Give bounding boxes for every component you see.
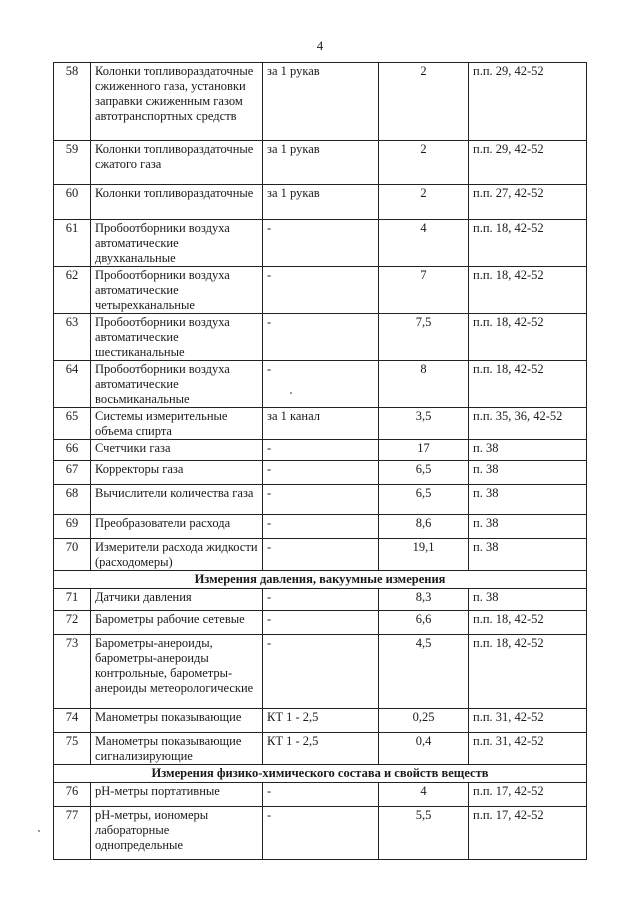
section-header-row xyxy=(54,571,587,589)
table-row xyxy=(54,141,587,185)
row-number: 60 xyxy=(54,185,91,220)
tariff-table xyxy=(53,62,587,860)
instrument-name: Пробоотборники воздуха автоматические шестиканальные xyxy=(91,314,263,361)
row-number: 59 xyxy=(54,141,91,185)
table-row xyxy=(54,461,587,485)
section-title: Измерения давления, вакуумные измерения xyxy=(54,571,587,589)
table-row xyxy=(54,361,587,408)
table-row xyxy=(54,807,587,860)
unit-cell: - xyxy=(263,220,379,267)
row-number: 73 xyxy=(54,635,91,709)
instrument-name: Преобразователи расхода xyxy=(91,515,263,539)
value-cell: 4 xyxy=(379,783,469,807)
reference-cell: п. 38 xyxy=(469,440,587,461)
unit-cell: - xyxy=(263,440,379,461)
reference-cell: п.п. 18, 42-52 xyxy=(469,220,587,267)
row-number: 65 xyxy=(54,408,91,440)
unit-cell: - xyxy=(263,267,379,314)
value-cell: 7,5 xyxy=(379,314,469,361)
row-number: 75 xyxy=(54,733,91,765)
table-row xyxy=(54,635,587,709)
reference-cell: п. 38 xyxy=(469,589,587,611)
row-number: 69 xyxy=(54,515,91,539)
value-cell: 2 xyxy=(379,63,469,141)
reference-cell: п.п. 29, 42-52 xyxy=(469,63,587,141)
unit-cell: - xyxy=(263,611,379,635)
section-title: Измерения физико-химического состава и свойств веществ xyxy=(54,765,587,783)
reference-cell: п. 38 xyxy=(469,485,587,515)
table-row xyxy=(54,63,587,141)
instrument-name: Вычислители количества газа xyxy=(91,485,263,515)
instrument-name: Колонки топливораздаточные сжатого газа xyxy=(91,141,263,185)
instrument-name: Счетчики газа xyxy=(91,440,263,461)
instrument-name: Корректоры газа xyxy=(91,461,263,485)
table-row xyxy=(54,440,587,461)
instrument-name: Колонки топливораздаточные сжиженного газа, установки заправки сжиженным газом автотранспортных средств xyxy=(91,63,263,141)
reference-cell: п.п. 18, 42-52 xyxy=(469,361,587,408)
table-row xyxy=(54,408,587,440)
unit-cell: - xyxy=(263,461,379,485)
row-number: 74 xyxy=(54,709,91,733)
instrument-name: Колонки топливораздаточные xyxy=(91,185,263,220)
reference-cell: п.п. 17, 42-52 xyxy=(469,783,587,807)
page-number: 4 xyxy=(316,38,324,53)
unit-cell: КТ 1 - 2,5 xyxy=(263,709,379,733)
unit-cell: за 1 рукав xyxy=(263,63,379,141)
instrument-name: Барометры рабочие сетевые xyxy=(91,611,263,635)
table-row xyxy=(54,733,587,765)
section-header-row xyxy=(54,765,587,783)
scan-speck xyxy=(290,392,292,394)
value-cell: 2 xyxy=(379,141,469,185)
value-cell: 2 xyxy=(379,185,469,220)
unit-cell: - xyxy=(263,485,379,515)
instrument-name: Пробоотборники воздуха автоматические четырехканальные xyxy=(91,267,263,314)
unit-cell: КТ 1 - 2,5 xyxy=(263,733,379,765)
row-number: 67 xyxy=(54,461,91,485)
reference-cell: п.п. 27, 42-52 xyxy=(469,185,587,220)
table-row xyxy=(54,783,587,807)
unit-cell: - xyxy=(263,539,379,571)
reference-cell: п. 38 xyxy=(469,461,587,485)
value-cell: 7 xyxy=(379,267,469,314)
unit-cell: за 1 рукав xyxy=(263,185,379,220)
value-cell: 8 xyxy=(379,361,469,408)
table-row xyxy=(54,267,587,314)
reference-cell: п.п. 18, 42-52 xyxy=(469,314,587,361)
reference-cell: п.п. 18, 42-52 xyxy=(469,635,587,709)
value-cell: 5,5 xyxy=(379,807,469,860)
value-cell: 0,4 xyxy=(379,733,469,765)
reference-cell: п.п. 18, 42-52 xyxy=(469,267,587,314)
table-row xyxy=(54,611,587,635)
reference-cell: п.п. 35, 36, 42-52 xyxy=(469,408,587,440)
row-number: 68 xyxy=(54,485,91,515)
value-cell: 6,6 xyxy=(379,611,469,635)
row-number: 77 xyxy=(54,807,91,860)
value-cell: 0,25 xyxy=(379,709,469,733)
reference-cell: п.п. 29, 42-52 xyxy=(469,141,587,185)
instrument-name: Датчики давления xyxy=(91,589,263,611)
unit-cell: - xyxy=(263,635,379,709)
value-cell: 19,1 xyxy=(379,539,469,571)
table-row xyxy=(54,220,587,267)
row-number: 64 xyxy=(54,361,91,408)
row-number: 66 xyxy=(54,440,91,461)
instrument-name: Измерители расхода жидкости (расходомеры) xyxy=(91,539,263,571)
reference-cell: п.п. 17, 42-52 xyxy=(469,807,587,860)
instrument-name: Пробоотборники воздуха автоматические восьмиканальные xyxy=(91,361,263,408)
reference-cell: п. 38 xyxy=(469,515,587,539)
reference-cell: п. 38 xyxy=(469,539,587,571)
value-cell: 6,5 xyxy=(379,485,469,515)
row-number: 62 xyxy=(54,267,91,314)
row-number: 71 xyxy=(54,589,91,611)
value-cell: 3,5 xyxy=(379,408,469,440)
table-row xyxy=(54,709,587,733)
row-number: 63 xyxy=(54,314,91,361)
value-cell: 8,6 xyxy=(379,515,469,539)
table-row xyxy=(54,185,587,220)
instrument-name: pH-метры портативные xyxy=(91,783,263,807)
reference-cell: п.п. 31, 42-52 xyxy=(469,733,587,765)
instrument-name: Пробоотборники воздуха автоматические двухканальные xyxy=(91,220,263,267)
scan-speck xyxy=(38,830,40,832)
unit-cell: - xyxy=(263,314,379,361)
table-row xyxy=(54,314,587,361)
instrument-name: Манометры показывающие xyxy=(91,709,263,733)
unit-cell: - xyxy=(263,515,379,539)
unit-cell: за 1 рукав xyxy=(263,141,379,185)
unit-cell: - xyxy=(263,361,379,408)
reference-cell: п.п. 31, 42-52 xyxy=(469,709,587,733)
unit-cell: - xyxy=(263,807,379,860)
table-row xyxy=(54,515,587,539)
table-row xyxy=(54,485,587,515)
instrument-name: Манометры показывающие сигнализирующие xyxy=(91,733,263,765)
value-cell: 17 xyxy=(379,440,469,461)
row-number: 70 xyxy=(54,539,91,571)
value-cell: 6,5 xyxy=(379,461,469,485)
table-row xyxy=(54,589,587,611)
value-cell: 8,3 xyxy=(379,589,469,611)
table-row xyxy=(54,539,587,571)
reference-cell: п.п. 18, 42-52 xyxy=(469,611,587,635)
unit-cell: за 1 канал xyxy=(263,408,379,440)
unit-cell: - xyxy=(263,783,379,807)
instrument-name: Системы измерительные объема спирта xyxy=(91,408,263,440)
value-cell: 4,5 xyxy=(379,635,469,709)
value-cell: 4 xyxy=(379,220,469,267)
row-number: 72 xyxy=(54,611,91,635)
instrument-name: Барометры-анероиды, барометры-анероиды контрольные, барометры-анероиды метеорологические xyxy=(91,635,263,709)
row-number: 58 xyxy=(54,63,91,141)
unit-cell: - xyxy=(263,589,379,611)
instrument-name: pH-метры, иономеры лабораторные однопредельные xyxy=(91,807,263,860)
row-number: 76 xyxy=(54,783,91,807)
row-number: 61 xyxy=(54,220,91,267)
